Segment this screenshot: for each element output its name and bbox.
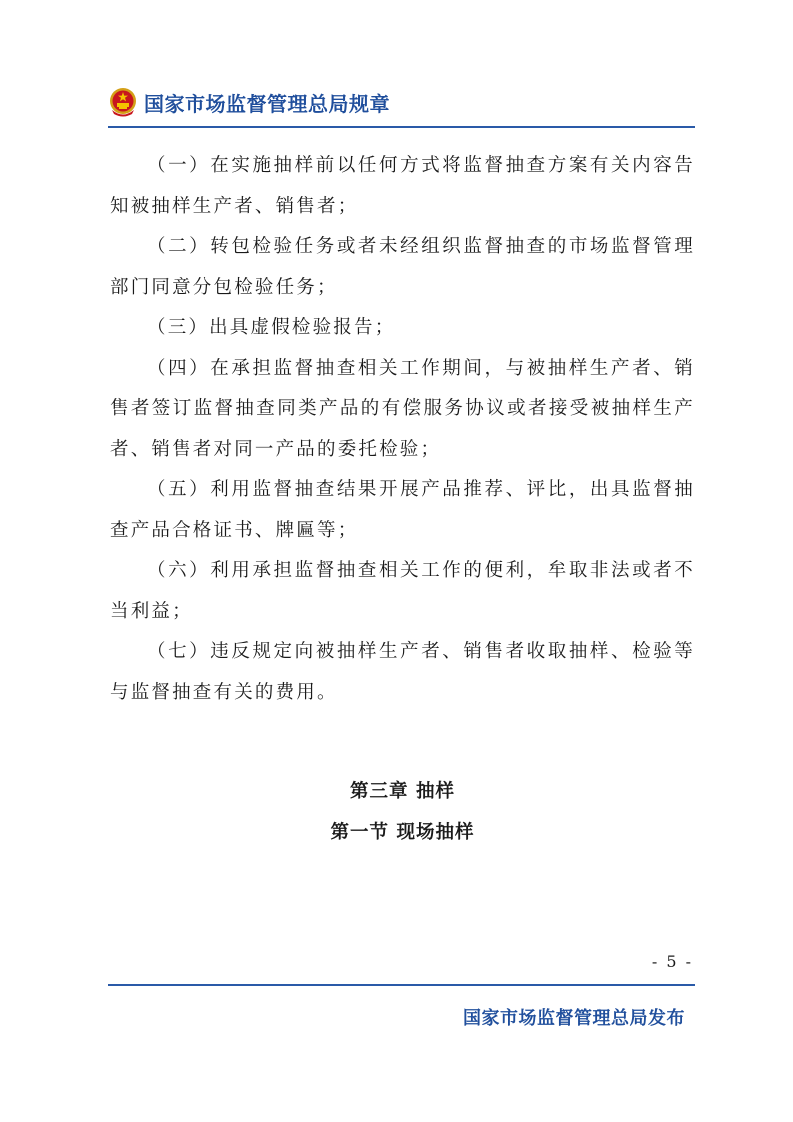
list-item: （四）在承担监督抽查相关工作期间，与被抽样生产者、销售者签订监督抽查同类产品的有偿服务协议或者接受被抽样生产者、销售者对同一产品的委托检验；: [110, 357, 695, 460]
list-item: （一）在实施抽样前以任何方式将监督抽查方案有关内容告知被抽样生产者、销售者；: [110, 155, 695, 217]
document-body: [110, 146, 695, 713]
section-title: 第一节 现场抽样: [330, 822, 475, 843]
page-header: [108, 84, 390, 120]
national-emblem-icon: [108, 86, 138, 118]
header-divider: [108, 126, 695, 128]
list-item: （二）转包检验任务或者未经组织监督抽查的市场监督管理部门同意分包检验任务；: [110, 236, 695, 298]
list-item: （六）利用承担监督抽查相关工作的便利，牟取非法或者不当利益；: [110, 560, 695, 622]
footer-publisher: 国家市场监督管理总局发布: [463, 1008, 685, 1029]
header-title: 国家市场监督管理总局规章: [144, 91, 390, 116]
chapter-title: 第三章 抽样: [350, 781, 455, 802]
list-item: （五）利用监督抽查结果开展产品推荐、评比，出具监督抽查产品合格证书、牌匾等；: [110, 479, 695, 541]
page-number: - 5 -: [651, 952, 693, 971]
list-item: （七）违反规定向被抽样生产者、销售者收取抽样、检验等与监督抽查有关的费用。: [110, 641, 695, 703]
footer-divider: [108, 984, 695, 986]
list-item: （三）出具虚假检验报告；: [147, 317, 396, 338]
